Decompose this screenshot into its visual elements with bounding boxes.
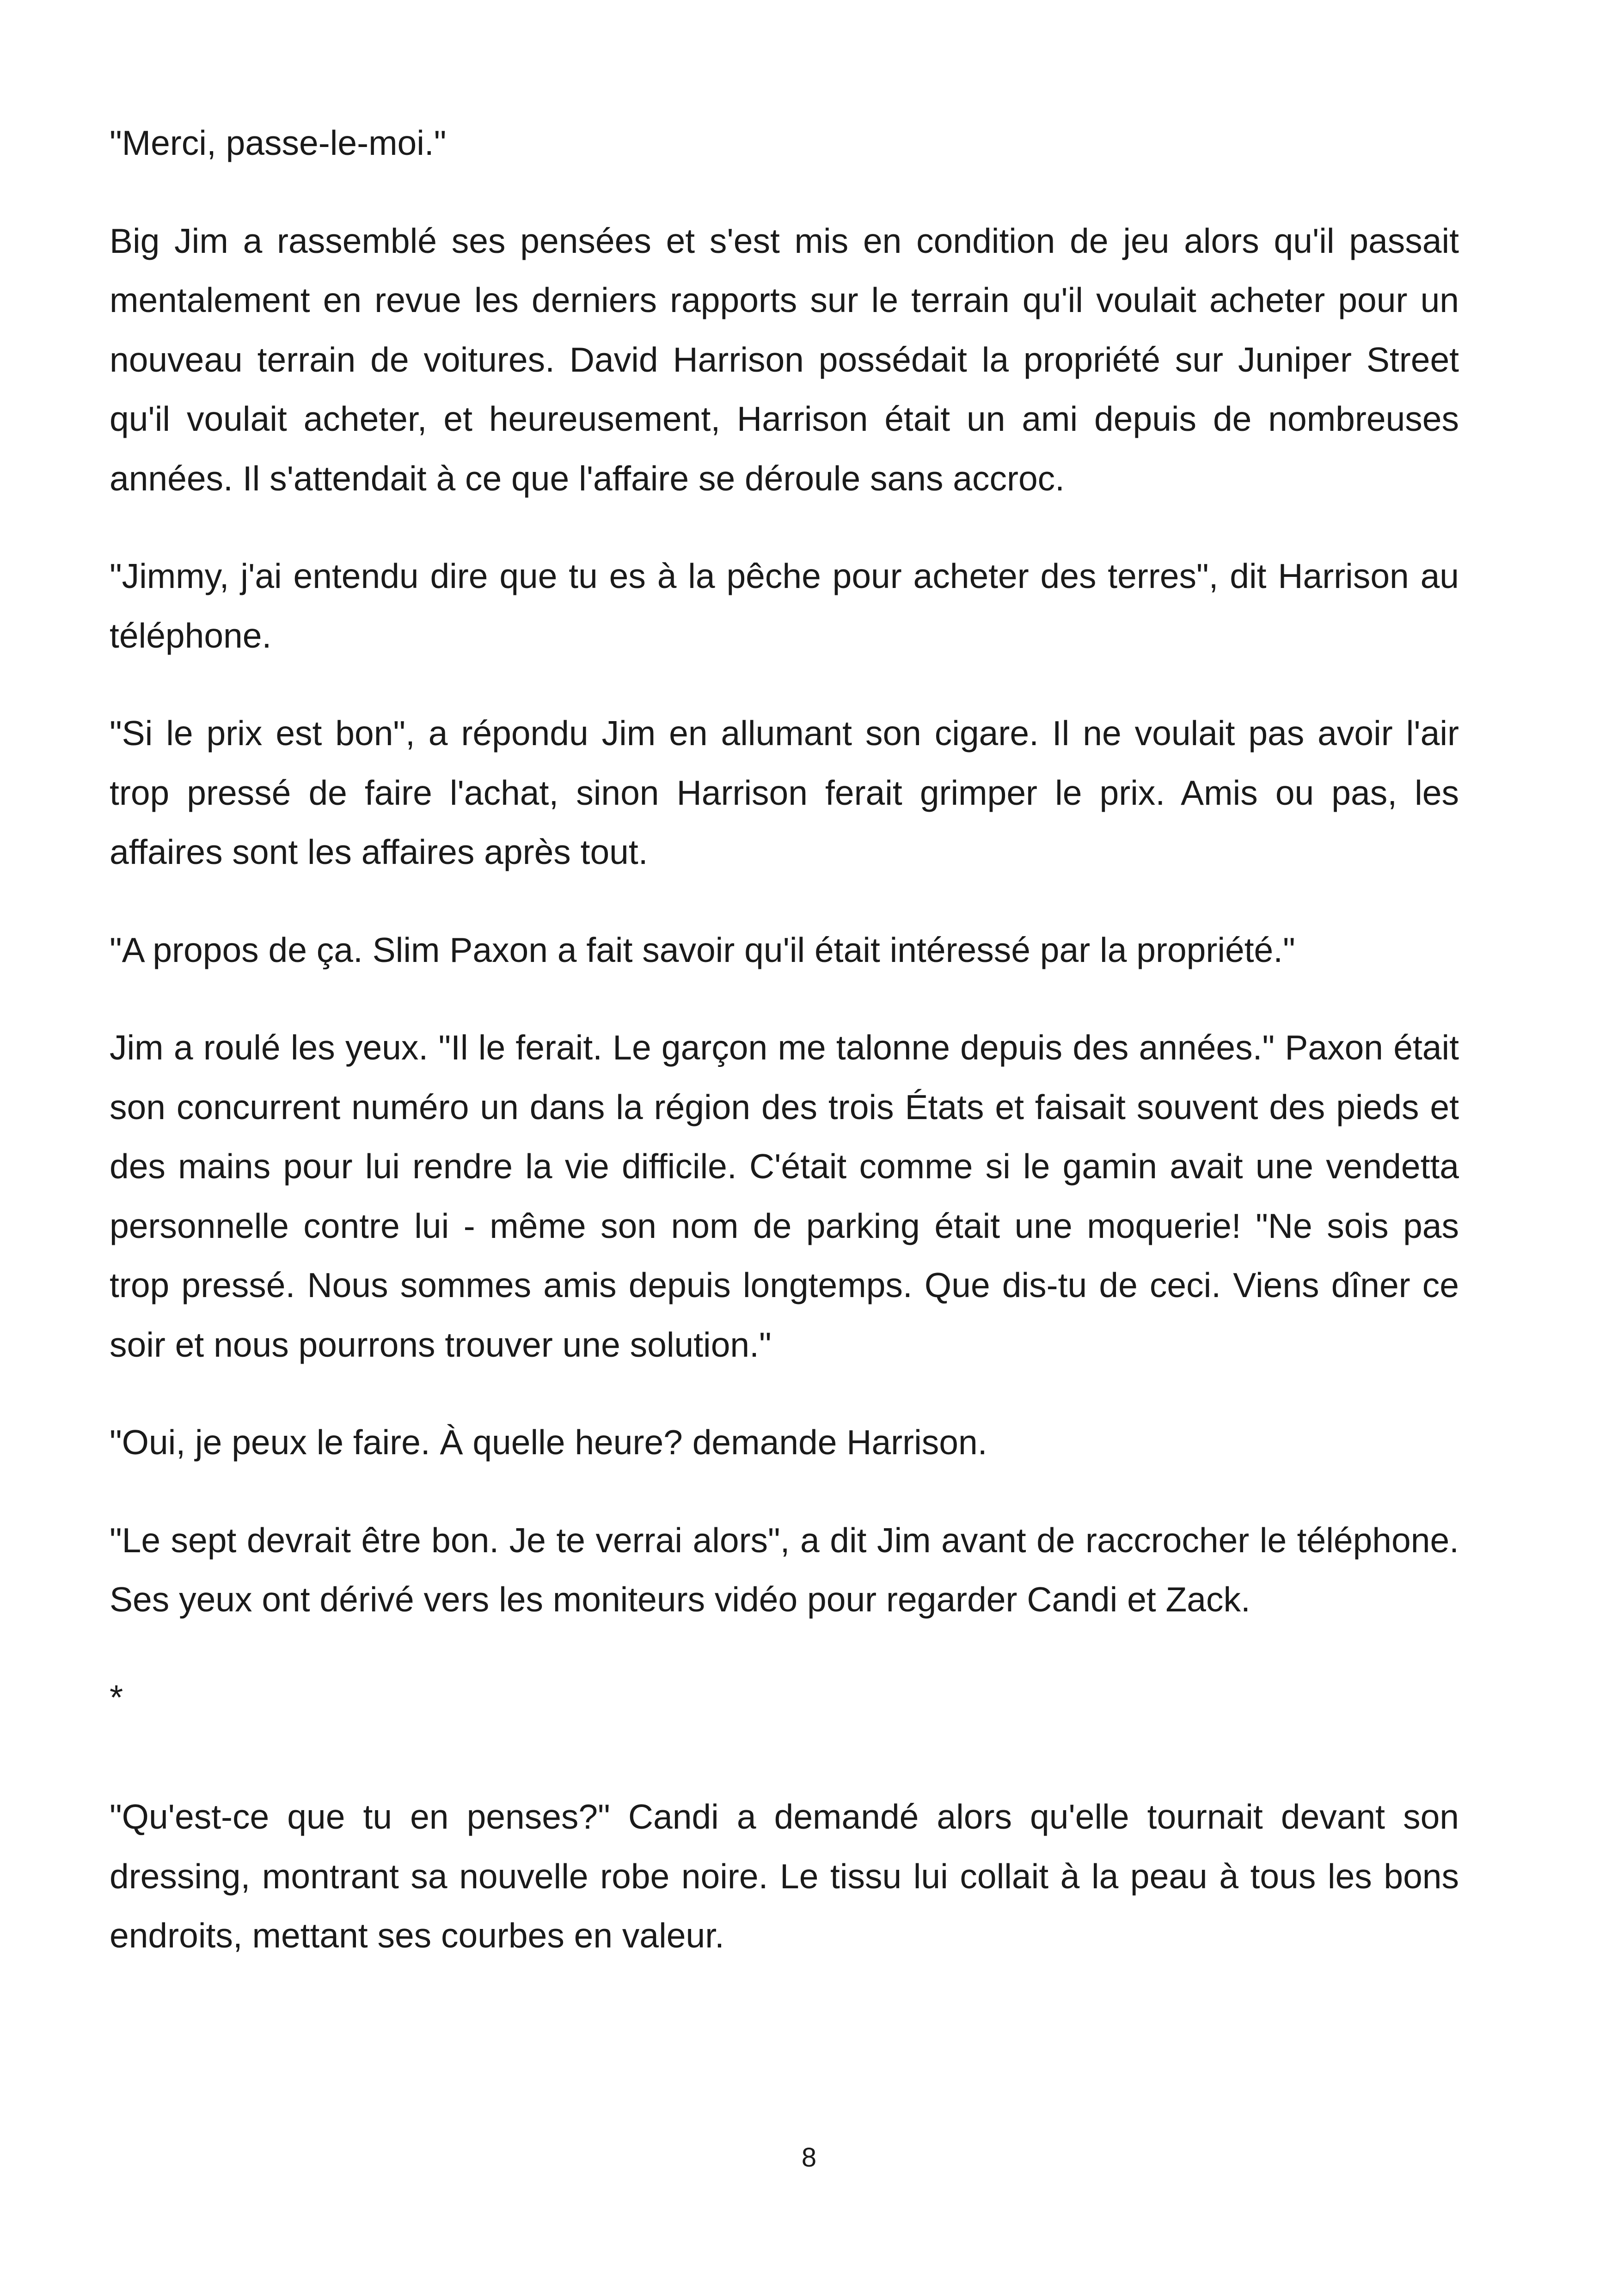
page-body	[110, 113, 1459, 1965]
paragraph: "Jimmy, j'ai entendu dire que tu es à la pêche pour acheter des terres", dit Harrison au téléphone.	[110, 557, 1459, 655]
page-number: 8	[801, 2143, 817, 2173]
paragraph: "Oui, je peux le faire. À quelle heure? demande Harrison.	[110, 1423, 987, 1462]
scene-break: *	[110, 1678, 123, 1717]
paragraph: "Si le prix est bon", a répondu Jim en allumant son cigare. Il ne voulait pas avoir l'air trop pressé de faire l'achat, sinon Harrison ferait grimper le prix. Amis ou pas, les affaires sont les affaires après tout.	[110, 714, 1459, 871]
paragraph: "Merci, passe-le-moi."	[110, 123, 447, 162]
paragraph: "Le sept devrait être bon. Je te verrai alors", a dit Jim avant de raccrocher le téléphone. Ses yeux ont dérivé vers les moniteurs vidéo pour regarder Candi et Zack.	[110, 1520, 1459, 1619]
paragraph: "A propos de ça. Slim Paxon a fait savoir qu'il était intéressé par la propriété."	[110, 930, 1295, 969]
paragraph: "Qu'est-ce que tu en penses?" Candi a demandé alors qu'elle tournait devant son dressing, montrant sa nouvelle robe noire. Le tissu lui collait à la peau à tous les bons endroits, mettant ses courbes en valeur.	[110, 1797, 1459, 1955]
paragraph: Big Jim a rassemblé ses pensées et s'est mis en condition de jeu alors qu'il passait mentalement en revue les derniers rapports sur le terrain qu'il voulait acheter pour un nouveau terrain de voitures. David Harrison possédait la propriété sur Juniper Street qu'il voulait acheter, et heureusement, Harrison était un ami depuis de nombreuses années. Il s'attendait à ce que l'affaire se déroule sans accroc.	[110, 221, 1459, 498]
paragraph: Jim a roulé les yeux. "Il le ferait. Le garçon me talonne depuis des années." Paxon était son concurrent numéro un dans la région des trois États et faisait souvent des pieds et des mains pour lui rendre la vie difficile. C'était comme si le gamin avait une vendetta personnelle contre lui - même son nom de parking était une moquerie! "Ne sois pas trop pressé. Nous sommes amis depuis longtemps. Que dis-tu de ceci. Viens dîner ce soir et nous pourrons trouver une solution."	[110, 1028, 1459, 1364]
